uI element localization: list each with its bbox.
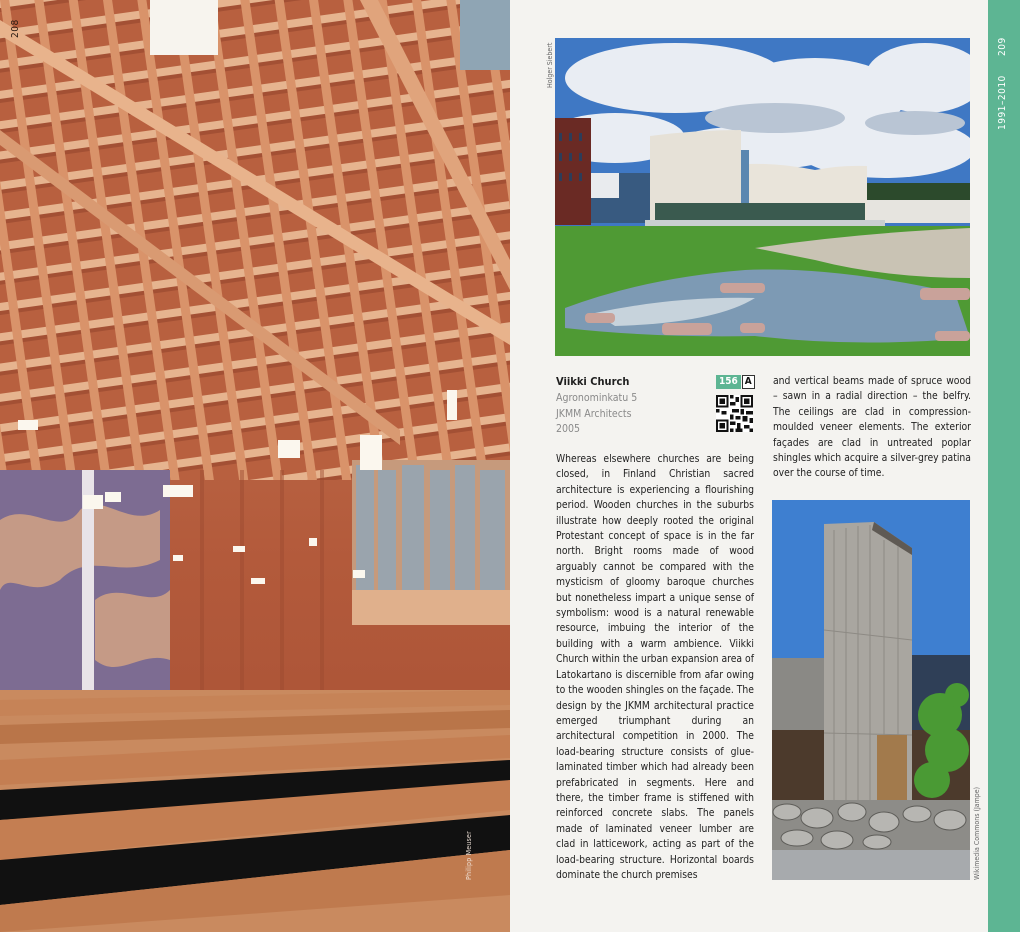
section-era-label: 1991–2010 bbox=[997, 75, 1008, 130]
entry-title: Viikki Church bbox=[556, 375, 630, 388]
belfry-illustration bbox=[772, 500, 970, 880]
church-exterior-illustration bbox=[555, 38, 970, 356]
belfry-photo bbox=[772, 500, 970, 880]
body-text-column-2: and vertical beams made of spruce wood – sawn in a radial direction – the belfry. The ceilings are clad in compression-moulded veneer elements. The exterior façades are clad in untreated poplar shingles which acquire a silver-grey patina over the course of time. bbox=[773, 375, 971, 480]
badge-letter: A bbox=[742, 375, 755, 389]
photo-credit-belfry: Wikimedia Commons (Jampe) bbox=[973, 786, 981, 880]
section-tab bbox=[988, 0, 1020, 932]
entry-architect: JKMM Architects bbox=[556, 407, 632, 420]
badge-number: 156 bbox=[716, 375, 741, 389]
entry-meta bbox=[556, 391, 637, 438]
page-number-left: 208 bbox=[10, 19, 21, 38]
photo-credit-interior: Philipp Meuser bbox=[465, 831, 473, 880]
photo-credit-exterior: Holger Siebert bbox=[546, 42, 554, 88]
qr-code-icon[interactable] bbox=[716, 395, 753, 432]
map-reference-badge bbox=[716, 375, 755, 389]
entry-year: 2005 bbox=[556, 423, 581, 435]
page-number-right: 209 bbox=[997, 37, 1008, 56]
exterior-photo bbox=[555, 38, 970, 356]
entry-address: Agronominkatu 5 bbox=[556, 392, 638, 404]
body-text-column-1: Whereas elsewhere churches are being closed, in Finland Christian sacred architecture is experiencing a flourishing period. Wooden churches in the suburbs illustrate how deeply rooted the original Protestant concept of space is in the far north. Bright rooms made of wood arguably cannot be compared with the mysticism of gloomy baroque churches but nonetheless impart a unique sense of symbolism: wood is a natural renewable resource, imbuing the interior of the building with a warm ambience. Viikki Church within the urban expansion area of Latokartano is discernible from afar owing to the wooden shingles on the façade. The design by the JKMM architectural practice emerged triumphant during an architectural competition in 2000. The load-bearing structure consists of glue-laminated timber which had already been prefabricated in segments. Here and there, the timber frame is stiffened with reinforced concrete slabs. The panels made of laminated veneer lumber are clad in latticework, acting as part of the load-bearing structure. Horizontal boards dominate the church premises bbox=[556, 453, 754, 881]
